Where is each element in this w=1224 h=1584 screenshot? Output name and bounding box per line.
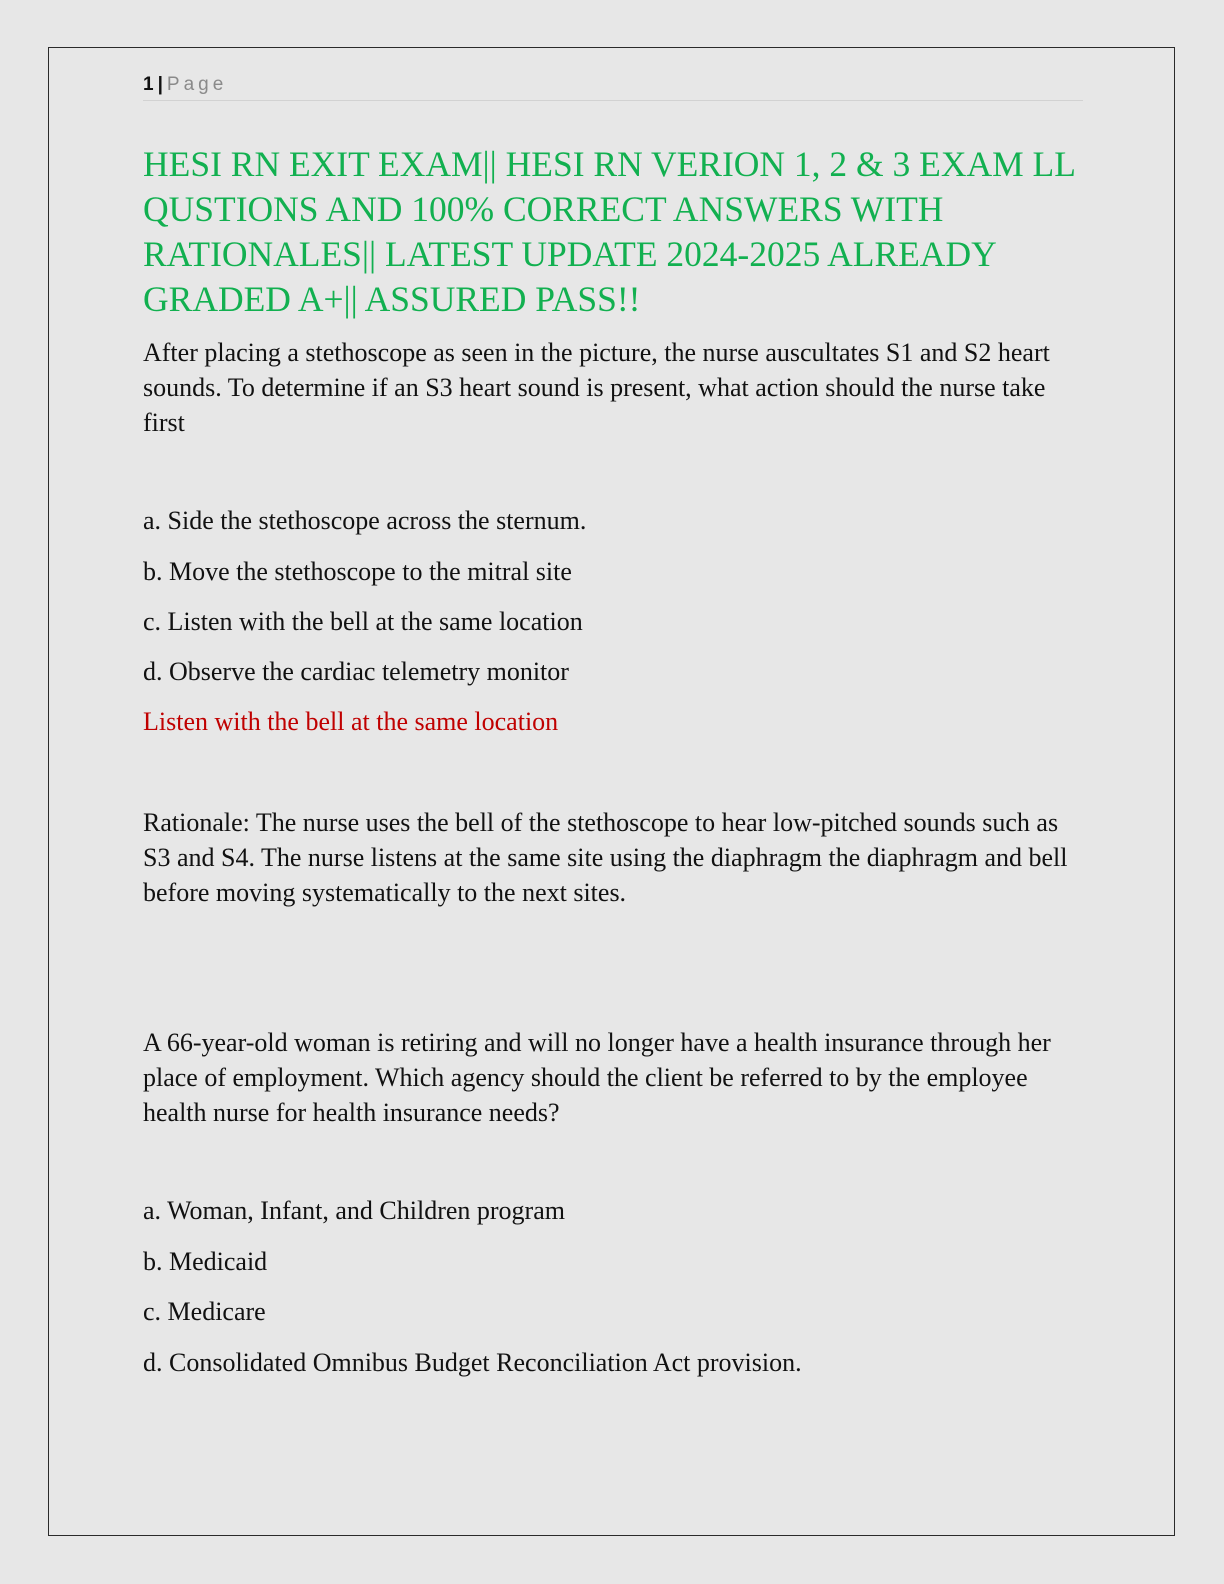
question-2-option-b: b. Medicaid [143,1247,268,1276]
question-1-stem: After placing a stethoscope as seen in the picture, the nurse auscultates S1 and S2 heart sounds. To determine if an S3 heart sound is present, what action should the nurse take first [143,338,1050,437]
question-1-option-a: a. Side the stethoscope across the sternum. [143,506,587,535]
page-header [143,72,1083,101]
question-1-rationale: Rationale: The nurse uses the bell of the stethoscope to hear low-pitched sounds such as S3 and S4. The nurse listens at the same site using the diaphragm the diaphragm and bell before moving systematically to the next sites. [143,808,1068,907]
page-label: Page [166,74,228,95]
page-number: 1 [143,74,154,95]
question-2-option-c: c. Medicare [143,1297,266,1326]
question-1-answer: Listen with the bell at the same location [143,707,559,736]
question-2-option-d: d. Consolidated Omnibus Budget Reconciliation Act provision. [143,1348,802,1377]
question-2-option-a: a. Woman, Infant, and Children program [143,1196,565,1225]
page-separator: | [157,74,163,95]
question-1-option-d: d. Observe the cardiac telemetry monitor [143,657,569,686]
question-1-option-b: b. Move the stethoscope to the mitral site [143,557,572,586]
question-1-option-c: c. Listen with the bell at the same location [143,607,583,636]
question-2-stem: A 66-year-old woman is retiring and will no longer have a health insurance through her place of employment. Which agency should the client be referred to by the employee health nurse for health insurance needs? [143,1028,1051,1127]
document-title: HESI RN EXIT EXAM|| HESI RN VERION 1, 2 & 3 EXAM LL QUSTIONS AND 100% CORRECT ANSWERS WITH RATIONALES|| LATEST UPDATE 2024-2025 ALREADY GRADED A+|| ASSURED PASS!! [143,144,1075,319]
